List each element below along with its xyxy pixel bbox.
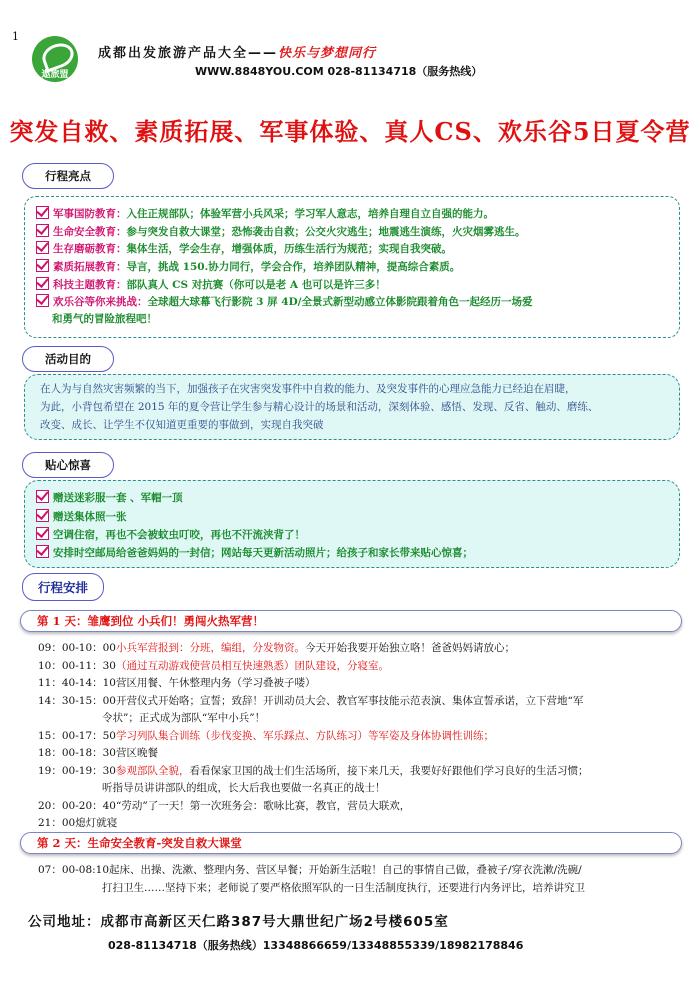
company-phones: 028-81134718（服务热线）13348866659/13348855339/18982178846	[108, 939, 524, 952]
schedule-text: 令状”；正式成为部队“军中小兵”！	[102, 712, 266, 724]
purpose-text	[40, 380, 670, 434]
highlight-item	[36, 241, 452, 256]
schedule-time: 09：00-10：00	[38, 642, 116, 654]
schedule-text: 今天开始我要开始独立咯！爸爸妈妈请放心；	[305, 642, 515, 654]
schedule-row	[38, 763, 589, 779]
schedule-row	[38, 658, 389, 674]
schedule-row	[38, 728, 494, 744]
gift-item	[36, 527, 305, 542]
slogan: 快乐与梦想同行	[278, 46, 377, 61]
schedule-row	[38, 675, 316, 691]
day1-header: 第 1 天：雏鹰到位 小兵们！勇闯火热军营！	[20, 610, 682, 632]
highlight-head: 军事国防教育：	[53, 208, 127, 220]
schedule-time: 07：00-08:10	[38, 864, 110, 876]
page-number: 1	[12, 30, 19, 43]
gift-text: 安排时空邮局给爸爸妈妈的一封信；网站每天更新活动照片；给孩子和家长带来贴心惊喜；	[53, 547, 473, 559]
highlight-text: 导言，挑战 150.协力同行，学会合作，培养团队精神，提高综合素质。	[126, 261, 461, 273]
highlight-item	[36, 259, 460, 274]
section-label-highlights: 行程亮点	[22, 163, 114, 189]
checkbox-icon	[36, 277, 49, 290]
schedule-row	[38, 780, 386, 796]
highlight-item	[36, 224, 526, 239]
highlight-continuation: 和勇气的冒险旅程吧！	[52, 313, 157, 325]
checkbox-icon	[36, 259, 49, 272]
schedule-time: 21：00	[38, 817, 76, 829]
schedule-highlight: 小兵军营报到：分班，编组，分发物资。	[116, 642, 305, 654]
purpose-line: 为此，小背包希望在 2015 年的夏令营让学生参与精心设计的场景和活动，深刻体验、感悟、发现、反省、触动、磨练、	[40, 401, 599, 413]
highlight-head: 素质拓展教育：	[53, 261, 127, 273]
highlight-item	[36, 294, 533, 309]
checkbox-icon	[36, 527, 49, 540]
schedule-highlight: 学习列队集合训练（步伐变换、军乐踩点、方队练习）等军姿及身体协调性训练；	[116, 729, 494, 742]
schedule-text: 营区用餐、午休整理内务（学习叠被子喽）	[116, 677, 316, 689]
checkbox-icon	[36, 294, 49, 307]
page-title: 突发自救、素质拓展、军事体验、真人CS、欢乐谷5日夏令营	[9, 117, 691, 146]
gift-text: 赠送集体照一张	[53, 511, 127, 523]
logo-text: 遨旅盟	[41, 70, 69, 80]
company-name: 成都出发旅游产品大全——	[98, 46, 279, 61]
day2-header: 第 2 天：生命安全教育-突发自救大课堂	[20, 832, 682, 854]
schedule-time: 18：00-18：30	[38, 747, 116, 759]
highlight-head: 欢乐谷等你来挑战：	[53, 296, 148, 308]
highlight-text: 参与突发自救大课堂；恐怖袭击自救；公交火灾逃生；地震逃生演练，火灾烟雾逃生。	[126, 226, 526, 238]
section-label-purpose: 活动目的	[22, 346, 114, 372]
schedule-time: 15：00-17：50	[38, 729, 116, 742]
website-line: WWW.8848YOU.COM 028-81134718（服务热线）	[195, 65, 483, 78]
gift-item	[36, 490, 183, 505]
schedule-row	[38, 880, 585, 896]
section-label-gifts: 贴心惊喜	[22, 452, 114, 478]
company-logo	[32, 36, 78, 82]
schedule-row	[38, 745, 158, 761]
schedule-text: 开营仪式开始咯；宣誓；致辞！开训动员大会、教官军事技能示范表演、集体宣誓承诺，立下营地“军	[116, 694, 584, 707]
schedule-row	[38, 815, 117, 831]
schedule-row	[38, 710, 265, 726]
highlight-text: 全球超大球幕飞行影院 3 屏 4D/全景式新型动感立体影院跟着角色一起经历一场爱	[147, 296, 533, 308]
schedule-text: 起床、出操、洗漱、整理内务、营区早餐；开始新生活啦！自己的事情自己做，叠被子/穿衣洗漱/洗碗/	[109, 864, 582, 876]
highlight-item	[36, 206, 494, 221]
gift-text: 赠送迷彩服一套 、军帽一顶	[53, 492, 183, 504]
highlight-head: 生存磨砺教育：	[53, 243, 127, 255]
section-label-itinerary: 行程安排	[22, 573, 104, 601]
checkbox-icon	[36, 206, 49, 219]
schedule-text: 营区晚餐	[116, 747, 158, 759]
schedule-text: 熄灯就寝	[75, 817, 118, 829]
schedule-highlight: 参观部队全貌，	[116, 764, 190, 777]
gift-item	[36, 509, 127, 524]
schedule-time: 11：40-14：10	[38, 677, 116, 689]
schedule-text: 打扫卫生……坚持下来；老师说了要严格依照军队的一日生活制度执行，还要进行内务评比，培养讲究卫	[102, 882, 585, 894]
schedule-row	[38, 640, 515, 656]
highlight-item	[36, 277, 386, 292]
checkbox-icon	[36, 509, 49, 522]
schedule-text: 听指导员讲讲部队的组成，长大后我也要做一名真正的战士！	[102, 782, 386, 794]
schedule-row	[38, 693, 583, 709]
purpose-line: 改变、成长、让学生不仅知道更重要的事做到，实现自我突破	[40, 419, 324, 431]
schedule-time: 19：00-19：30	[38, 764, 116, 777]
purpose-line: 在人为与自然灾害频繁的当下，加强孩子在灾害突发事件中自救的能力、及突发事件的心理应急能力已经迫在眉睫，	[40, 383, 576, 395]
schedule-time: 14：30-15：00	[38, 694, 116, 707]
checkbox-icon	[36, 490, 49, 503]
highlight-head: 生命安全教育：	[53, 226, 127, 238]
schedule-row	[38, 862, 582, 878]
schedule-text: 看看保家卫国的战士们生活场所，接下来几天，我要好好跟他们学习良好的生活习惯；	[189, 764, 589, 777]
gift-item	[36, 545, 473, 560]
highlight-text: 部队真人 CS 对抗赛（你可以是老 A 也可以是许三多！	[126, 279, 386, 291]
schedule-row	[38, 798, 410, 814]
company-address: 公司地址：成都市高新区天仁路387号大鼎世纪广场2号楼605室	[28, 914, 449, 930]
company-line	[98, 42, 376, 61]
highlight-head: 科技主题教育：	[53, 279, 127, 291]
checkbox-icon	[36, 241, 49, 254]
highlight-text: 集体生活，学会生存，增强体质，历练生活行为规范；实现自我突破。	[126, 243, 452, 255]
highlight-text: 入住正规部队；体验军营小兵风采；学习军人意志，培养自理自立自强的能力。	[126, 208, 494, 220]
schedule-time: 20：00-20：40	[38, 799, 116, 812]
checkbox-icon	[36, 545, 49, 558]
schedule-time: 10：00-11：30	[38, 659, 116, 672]
schedule-highlight: （通过互动游戏使营员相互快速熟悉）团队建设，分寝室。	[116, 659, 389, 672]
gift-text: 空调住宿，再也不会被蚊虫叮咬，再也不汗流浃背了！	[53, 529, 305, 541]
checkbox-icon	[36, 224, 49, 237]
schedule-text: “劳动”了一天！第一次班务会：歌咏比赛，教官，营员大联欢，	[116, 799, 411, 812]
